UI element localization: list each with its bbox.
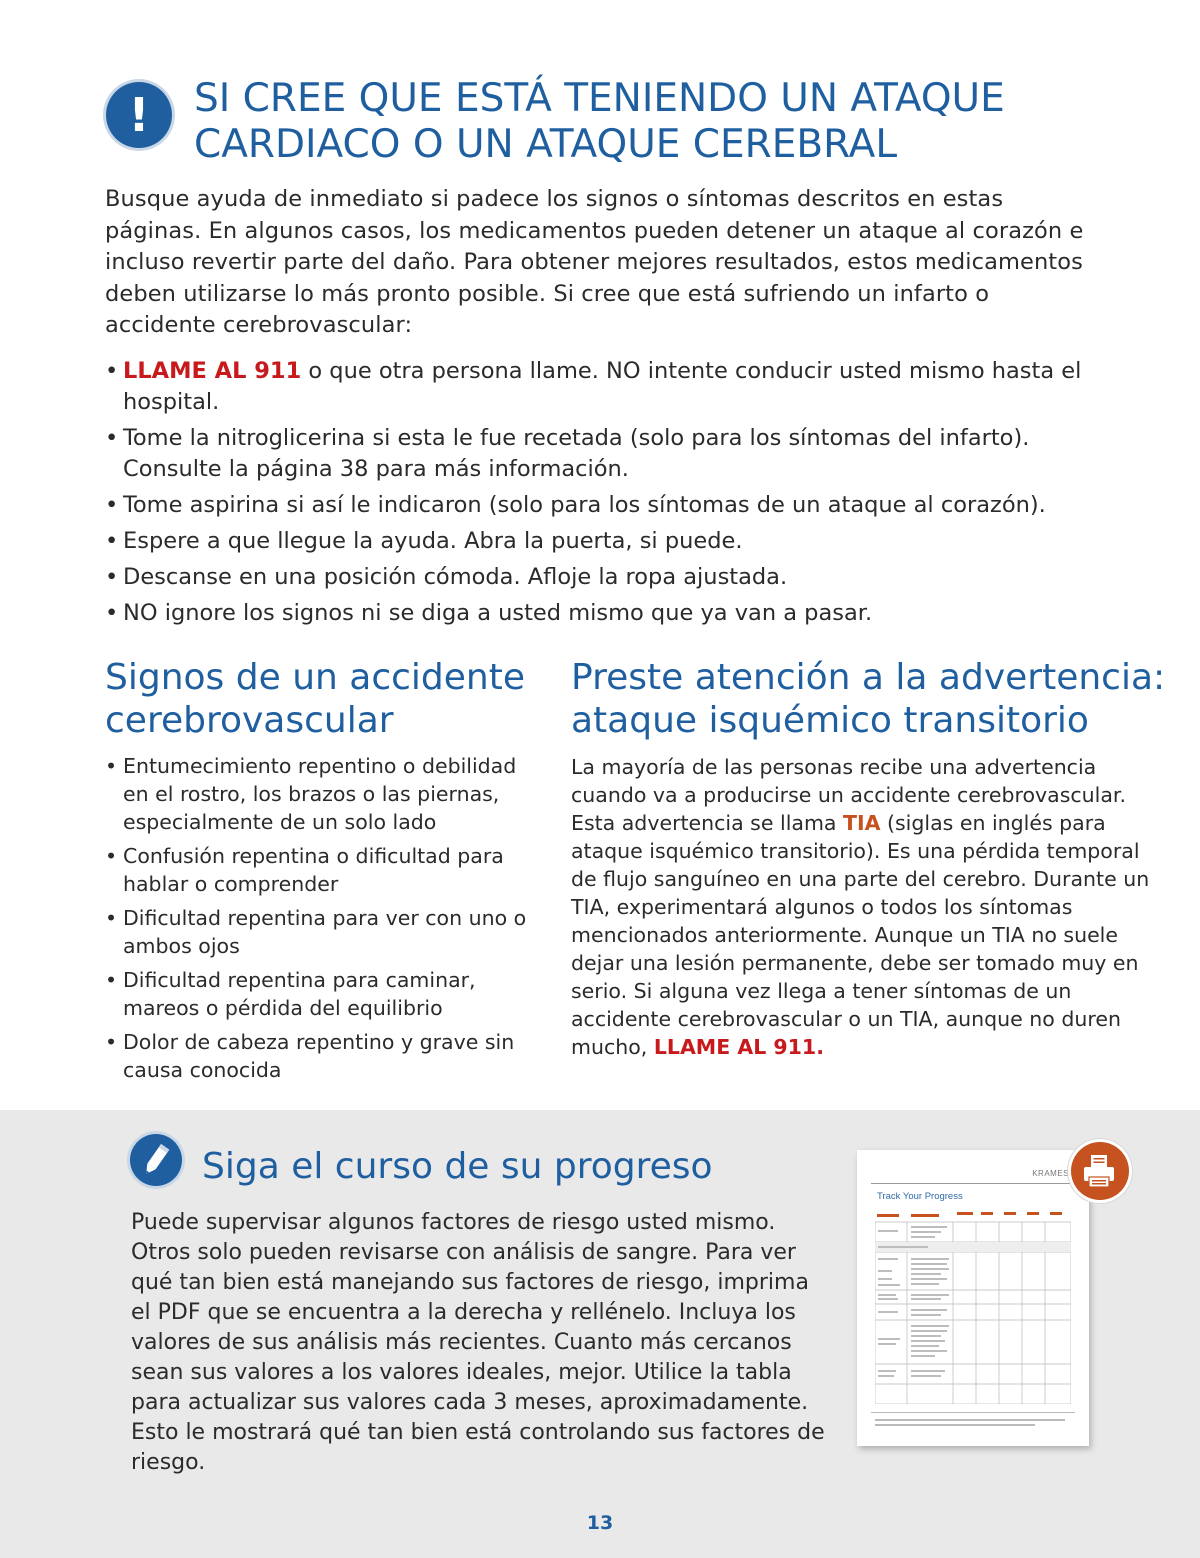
call-911-highlight: LLAME AL 911. [653, 1035, 824, 1059]
krames-logo: KRAMES [1032, 1169, 1069, 1178]
list-item: • Espere a que llegue la ayuda. Abra la puerta, si puede. [105, 526, 1105, 557]
list-item: • Dificultad repentina para ver con uno o ambos ojos [105, 904, 535, 960]
page-title-line-1: SI CREE QUE ESTÁ TENIENDO UN ATAQUE [194, 76, 1005, 121]
call-911-highlight: LLAME AL 911 [123, 358, 302, 384]
page-number: 13 [586, 1512, 614, 1534]
list-item: • Tome la nitroglicerina si esta le fue recetada (solo para los síntomas del infarto). Consulte la página 38 para más información. [105, 423, 1105, 485]
divider [871, 1183, 1075, 1184]
progress-heading: Siga el curso de su progreso [202, 1146, 713, 1187]
progress-paragraph: Puede supervisar algunos factores de riesgo usted mismo. Otros solo pueden revisarse con análisis de sangre. Para ver qué tan bien está manejando sus factores de riesgo, imprima el PDF que se encuentra a la derecha y rellénelo. Incluya los valores de sus análisis más recientes. Cuanto más cercanos sean sus valores a los valores ideales, mejor. Utilice la tabla para actualizar sus valores cada 3 meses, aproximadamente. Esto le mostrará qué tan bien está controlando sus factores de riesgo. [131, 1210, 825, 1475]
list-item: • Entumecimiento repentino o debilidad en el rostro, los brazos o las piernas, especialmente de un solo lado [105, 752, 535, 836]
tia-highlight: TIA [843, 811, 881, 835]
list-item: • Dificultad repentina para caminar, mareos o pérdida del equilibrio [105, 966, 535, 1022]
thumbnail-title: Track Your Progress [877, 1191, 963, 1202]
stroke-signs-heading: Signos de un accidente cerebrovascular [105, 657, 525, 741]
page-title-line-2: CARDIACO O UN ATAQUE CEREBRAL [194, 122, 898, 167]
emergency-action-list [105, 356, 1105, 634]
tia-heading: Preste atención a la advertencia: ataque isquémico transitorio [571, 657, 1166, 741]
pencil-icon [130, 1134, 182, 1186]
page-title [194, 76, 1154, 168]
list-item: • Dolor de cabeza repentino y grave sin causa conocida [105, 1028, 535, 1084]
list-item: • Tome aspirina si así le indicaron (solo para los síntomas de un ataque al corazón). [105, 490, 1105, 521]
stroke-signs-list [105, 752, 535, 1090]
tia-text-part-1: La mayoría de las personas recibe una advertencia cuando va a producirse un accidente cerebrovascular. Esta advertencia se llama [571, 755, 1126, 835]
tia-paragraph [571, 753, 1151, 1061]
tia-text-part-2: (siglas en inglés para ataque isquémico transitorio). Es una pérdida temporal de flujo sanguíneo en una parte del cerebro. Durante un TIA, experimentará algunos o todos los síntomas mencionados anteriormente. Aunque un TIA no suele dejar una lesión permanente, debe ser tomado muy en serio. Si alguna vez llega a tener síntomas de un accidente cerebrovascular o un TIA, aunque no duren mucho, [571, 811, 1150, 1059]
call-911-text: o que otra persona llame. NO intente conducir usted mismo hasta el hospital. [123, 358, 1082, 415]
fine-print-line [875, 1419, 1065, 1421]
divider [871, 1412, 1075, 1413]
printer-icon[interactable] [1071, 1142, 1129, 1200]
list-item: • Confusión repentina o dificultad para hablar o comprender [105, 842, 535, 898]
list-item-call-911 [105, 356, 1105, 418]
thumbnail-table-graphic [875, 1208, 1071, 1404]
list-item: • NO ignore los signos ni se diga a usted mismo que ya van a pasar. [105, 598, 1105, 629]
fine-print-line [875, 1424, 1035, 1426]
list-item: • Descanse en una posición cómoda. Afloje la ropa ajustada. [105, 562, 1105, 593]
exclamation-icon: ! [106, 82, 172, 148]
track-progress-pdf-thumbnail[interactable] [857, 1150, 1089, 1446]
intro-paragraph: Busque ayuda de inmediato si padece los signos o síntomas descritos en estas páginas. En algunos casos, los medicamentos pueden detener un ataque al corazón e incluso revertir parte del daño. Para obtener mejores resultados, estos medicamentos deben utilizarse lo más pronto posible. Si cree que está sufriendo un infarto o accidente cerebrovascular: [105, 186, 1084, 338]
